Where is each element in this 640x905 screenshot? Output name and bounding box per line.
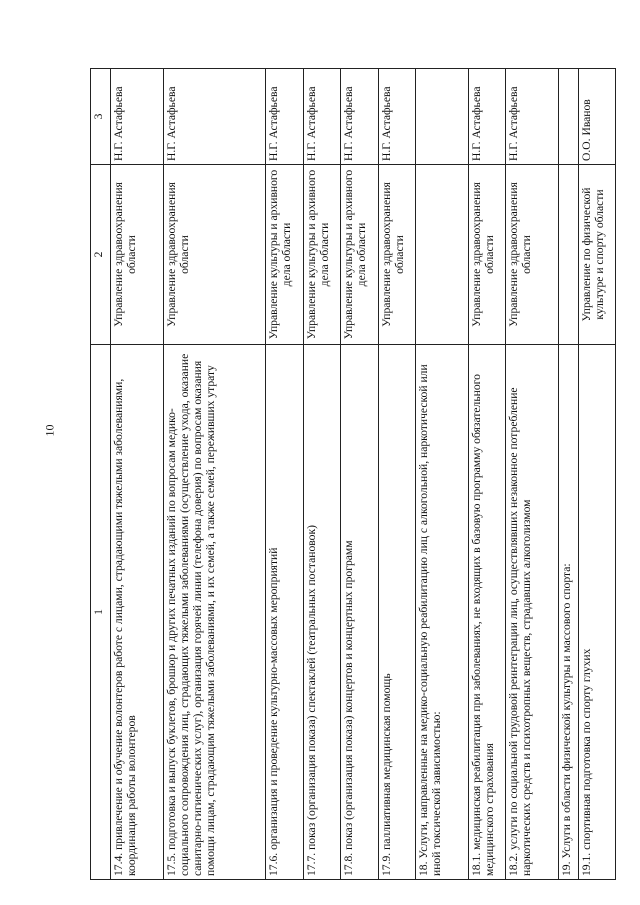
service-cell: 18.2. услуги по социальной трудовой реинтеграции лиц, осуществлявших незаконное потребление наркотических средств и психотропных веществ, страдавших алкоголизмом: [506, 345, 559, 880]
responsible-cell: Н.Г. Астафьева: [341, 69, 379, 165]
responsible-cell: [416, 69, 469, 165]
table-row: [416, 69, 469, 880]
department-cell: Управление культуры и архивного дела области: [341, 165, 379, 345]
table-row: [378, 69, 416, 880]
department-cell: Управление здравоохранения области: [506, 165, 559, 345]
section-heading-cell: 18. Услуги, направленные на медико-социальную реабилитацию лиц с алкогольной, наркотической или иной токсической зависимостью:: [416, 345, 469, 880]
responsible-cell: Н.Г. Астафьева: [111, 69, 164, 165]
table-row: [266, 69, 304, 880]
service-cell: 17.6. организация и проведение культурно-массовых мероприятий: [266, 345, 304, 880]
responsible-cell: Н.Г. Астафьева: [506, 69, 559, 165]
service-cell: 17.9. паллиативная медицинская помощь: [378, 345, 416, 880]
responsible-cell: [558, 69, 578, 165]
table-row: [163, 69, 266, 880]
service-cell: 17.8. показ (организация показа) концертов и концертных программ: [341, 345, 379, 880]
department-cell: Управление культуры и архивного дела области: [266, 165, 304, 345]
table-row: [578, 69, 616, 880]
responsible-cell: Н.Г. Астафьева: [163, 69, 266, 165]
table-header-row: [91, 69, 111, 880]
department-cell: Управление здравоохранения области: [163, 165, 266, 345]
service-cell: 18.1. медицинская реабилитация при заболеваниях, не входящих в базовую программу обязательного медицинского страхования: [468, 345, 506, 880]
page-number: 10: [42, 424, 57, 437]
department-cell: [416, 165, 469, 345]
service-cell: 17.5. подготовка и выпуск буклетов, брошюр и других печатных изданий по вопросам медико-социального сопровождения лиц, страдающих тяжелыми заболеваниями (осуществление ухода, оказание санитарно-гигиенических услуг), организация горячей линии (телефона доверия) по вопросам оказания помощи лицам, страдающим тяжелыми заболеваниями, и их семей, а также семей, переживших утрату: [163, 345, 266, 880]
department-cell: Управление здравоохранения области: [378, 165, 416, 345]
department-cell: Управление здравоохранения области: [111, 165, 164, 345]
rotated-table-container: [90, 86, 616, 880]
service-cell: 17.7. показ (организация показа) спектаклей (театральных постановок): [303, 345, 341, 880]
responsible-cell: Н.Г. Астафьева: [468, 69, 506, 165]
responsible-cell: Н.Г. Астафьева: [378, 69, 416, 165]
table-row: [558, 69, 578, 880]
department-cell: [558, 165, 578, 345]
services-table: [90, 68, 616, 880]
table-row: [506, 69, 559, 880]
header-col-3: 3: [91, 69, 111, 165]
department-cell: Управление по физической культуре и спорту области: [578, 165, 616, 345]
table-row: [303, 69, 341, 880]
responsible-cell: Н.Г. Астафьева: [266, 69, 304, 165]
header-col-2: 2: [91, 165, 111, 345]
table-row: [468, 69, 506, 880]
department-cell: Управление культуры и архивного дела области: [303, 165, 341, 345]
table-row: [341, 69, 379, 880]
responsible-cell: Н.Г. Астафьева: [303, 69, 341, 165]
responsible-cell: О.О. Иванов: [578, 69, 616, 165]
section-heading-cell: 19. Услуги в области физической культуры и массового спорта:: [558, 345, 578, 880]
service-cell: 19.1. спортивная подготовка по спорту глухих: [578, 345, 616, 880]
department-cell: Управление здравоохранения области: [468, 165, 506, 345]
header-col-1: 1: [91, 345, 111, 880]
service-cell: 17.4. привлечение и обучение волонтеров работе с лицами, страдающими тяжелыми заболеваниями, координация работы волонтеров: [111, 345, 164, 880]
table-row: [111, 69, 164, 880]
